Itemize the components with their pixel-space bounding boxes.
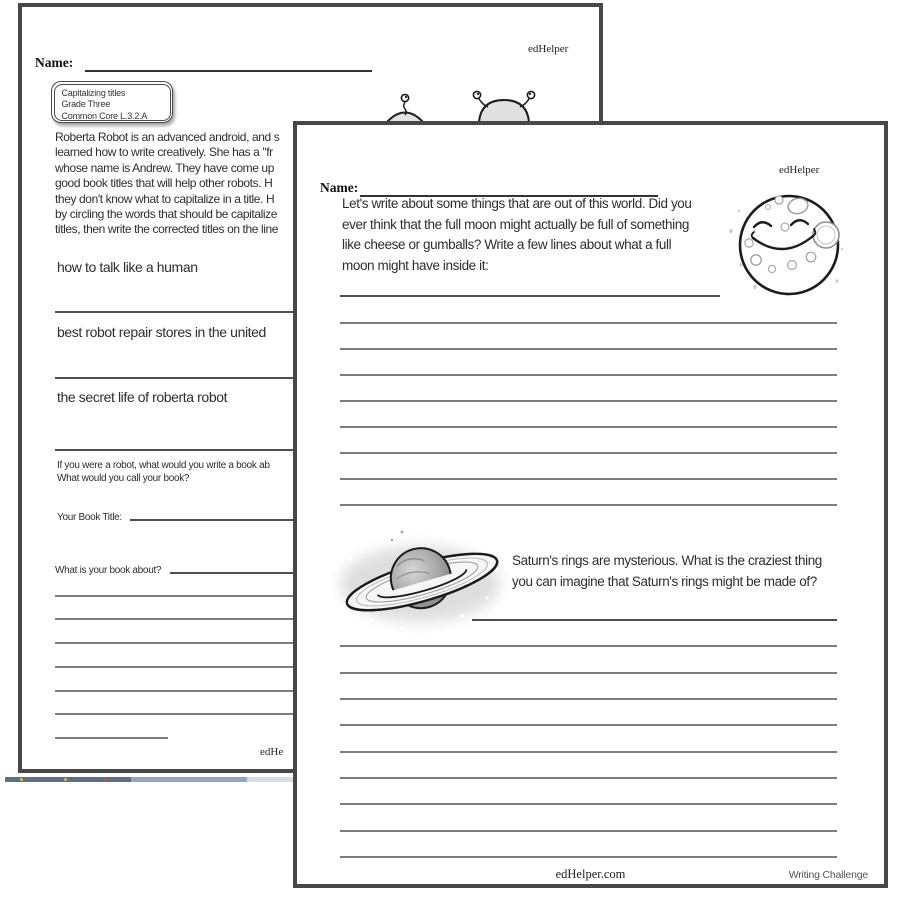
cropped-taskbar-strip xyxy=(0,777,293,782)
writing-line xyxy=(340,322,837,324)
moon-prompt-paragraph: Let's write about some things that are out of this world. Did you ever think that the full moon might actually be full of something like cheese or gumballs? Write a few lines about what a full moon might have inside it: xyxy=(342,196,692,273)
strip-segment xyxy=(131,777,247,782)
writing-line-short xyxy=(472,619,837,621)
writing-line xyxy=(340,830,837,832)
book-about-label: What is your book about? xyxy=(55,565,162,576)
writing-line-short xyxy=(55,737,168,739)
edhelper-logo-front: edHelper xyxy=(779,164,820,176)
strip-segment xyxy=(5,777,131,782)
name-line-back xyxy=(85,70,372,72)
saturn-prompt-paragraph: Saturn's rings are mysterious. What is the craziest thing you can imagine that Saturn's rings might be made of? xyxy=(512,553,822,589)
footer-site: edHelper.com xyxy=(555,867,626,881)
skill-grade: Grade Three xyxy=(61,99,111,109)
writing-line xyxy=(340,803,837,805)
book-title-2: best robot repair stores in the united xyxy=(57,324,266,340)
writing-line xyxy=(340,751,837,753)
robot-heads-illustration xyxy=(375,88,545,122)
name-label-back: Name: xyxy=(35,55,74,70)
strip-dot xyxy=(104,778,107,781)
writing-line xyxy=(340,348,837,350)
writing-line xyxy=(340,672,837,674)
writing-line xyxy=(340,856,837,858)
footer-category: Writing Challenge xyxy=(788,869,868,881)
instructions-paragraph: Roberta Robot is an advanced android, and s learned how to write creatively. She has a "fr whose name is Andrew. They have come up good book titles that will help other robots. H they don't know what to capitalize in a title. H by circling the words that should be capitalize titles, then write the corrected titles on the line xyxy=(55,130,280,237)
strip-segment xyxy=(247,777,293,782)
writing-line xyxy=(340,374,837,376)
moon-illustration xyxy=(725,185,845,305)
skill-standard: Common Core L.3.2.A xyxy=(61,110,148,121)
skill-box xyxy=(51,81,173,123)
book-title-1: how to talk like a human xyxy=(57,259,198,275)
writing-line xyxy=(340,698,837,700)
writing-line xyxy=(340,478,837,480)
skill-title: Capitalizing titles xyxy=(61,87,126,98)
book-question: If you were a robot, what would you write a book ab What would you call your book? xyxy=(57,460,270,484)
writing-line xyxy=(340,400,837,402)
edhelper-logo-back: edHelper xyxy=(528,43,569,55)
strip-dot xyxy=(64,778,67,781)
strip-dot xyxy=(20,778,23,781)
writing-line xyxy=(340,724,837,726)
writing-line-short xyxy=(340,295,720,297)
writing-line xyxy=(340,645,837,647)
writing-line xyxy=(340,504,837,506)
front-worksheet-page xyxy=(293,121,888,888)
writing-line xyxy=(340,452,837,454)
writing-line xyxy=(340,777,837,779)
name-label-front: Name: xyxy=(320,180,359,195)
book-title-label: Your Book Title: xyxy=(57,512,122,523)
book-title-3: the secret life of roberta robot xyxy=(57,389,228,405)
saturn-illustration xyxy=(332,528,512,640)
skill-box-inner xyxy=(54,84,171,121)
writing-line xyxy=(340,426,837,428)
footer-back: edHe xyxy=(260,746,284,758)
